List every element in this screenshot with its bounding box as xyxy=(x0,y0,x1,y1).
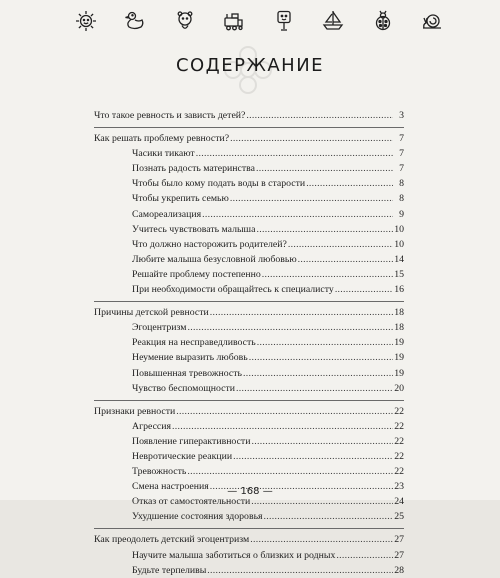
toc-page-number: 19 xyxy=(394,352,404,364)
dot-leader xyxy=(176,404,393,419)
toc-entry-label: Реакция на несправедливость xyxy=(132,337,256,349)
decorative-icon-row xyxy=(0,2,500,40)
toc-page-number: 22 xyxy=(394,420,404,432)
toc-page-number: 9 xyxy=(399,208,404,220)
toc-entry-label: При необходимости обращайтесь к специалисту xyxy=(132,284,334,296)
dot-leader xyxy=(187,320,393,335)
dot-leader xyxy=(210,305,393,320)
ladybug-icon xyxy=(371,9,395,33)
toc-entry xyxy=(94,222,404,237)
toc-entry-label: Смена настроения xyxy=(132,481,209,493)
toc-page-number: 25 xyxy=(394,511,404,523)
duck-icon xyxy=(123,9,147,33)
toc-entry xyxy=(94,320,404,335)
toc-entry-label: Что должно насторожить родителей? xyxy=(132,238,287,250)
dot-leader xyxy=(262,267,393,282)
toc-page-number: 19 xyxy=(394,337,404,349)
boat-icon xyxy=(321,9,345,33)
dot-leader xyxy=(196,146,393,161)
toc-entry xyxy=(94,563,404,578)
toc-section xyxy=(94,131,404,297)
dot-leader xyxy=(256,222,393,237)
toc-entry xyxy=(94,176,404,191)
toc-entry xyxy=(94,434,404,449)
toc-page-number: 8 xyxy=(399,193,404,205)
section-separator xyxy=(94,396,404,401)
dot-leader xyxy=(288,237,393,252)
page-number: — 168 — xyxy=(227,486,273,497)
toc-page-number: 7 xyxy=(399,163,404,175)
dot-leader xyxy=(335,282,393,297)
dot-leader xyxy=(207,563,393,578)
dot-leader xyxy=(172,419,393,434)
toc-entry xyxy=(94,350,404,365)
toc-section-heading xyxy=(94,108,404,123)
toc-section-heading xyxy=(94,404,404,419)
toc-entry-label: Эгоцентризм xyxy=(132,322,187,334)
toc-entry-label: Учитесь чувствовать малыша xyxy=(132,223,256,235)
toc-page-number: 8 xyxy=(399,178,404,190)
toc-entry xyxy=(94,449,404,464)
toc-entry-label: Невротические реакции xyxy=(132,450,233,462)
toc-entry xyxy=(94,267,404,282)
toc-page-number: 18 xyxy=(394,322,404,334)
toc-page-number: 22 xyxy=(394,450,404,462)
toc-entry-label: Чувство беспомощности xyxy=(132,382,236,394)
toc-entry xyxy=(94,146,404,161)
toc-section-heading xyxy=(94,532,404,547)
toc-entry-label: Что такое ревность и зависть детей? xyxy=(94,110,246,121)
snail-icon xyxy=(420,9,444,33)
toc-entry xyxy=(94,237,404,252)
dot-leader xyxy=(202,207,393,222)
page-title: СОДЕРЖАНИЕ xyxy=(175,55,325,76)
toc-entry-label: Решайте проблему постепенно xyxy=(132,268,261,280)
toc-page-number: 22 xyxy=(394,466,404,478)
toc-entry-label: Повышенная тревожность xyxy=(132,367,242,379)
bear-icon xyxy=(173,9,197,33)
toc-page-number: 19 xyxy=(394,367,404,379)
toc-page-number: 16 xyxy=(394,284,404,296)
toc-page-number: 28 xyxy=(394,564,404,576)
toc-entry-label: Агрессия xyxy=(132,420,172,432)
section-separator xyxy=(94,297,404,302)
dot-leader xyxy=(246,108,393,123)
toc-entry-label: Появление гиперактивности xyxy=(132,435,251,447)
toc-page-number: 20 xyxy=(394,382,404,394)
dot-leader xyxy=(187,464,393,479)
toc-entry-label: Причины детской ревности xyxy=(94,307,209,319)
toc-entry-label: Самореализация xyxy=(132,208,202,220)
toc-entry xyxy=(94,419,404,434)
toc-entry xyxy=(94,366,404,381)
toc-section xyxy=(94,305,404,396)
dot-leader xyxy=(257,335,393,350)
toc-page-number: 23 xyxy=(394,481,404,493)
toc-section xyxy=(94,404,404,525)
toc-entry xyxy=(94,464,404,479)
toc-page-number: 27 xyxy=(394,549,404,561)
toc-entry-label: Часики тикают xyxy=(132,148,195,160)
dot-leader xyxy=(250,532,393,547)
dot-leader xyxy=(230,191,393,206)
dot-leader xyxy=(251,434,393,449)
toc-entry-label: Познать радость материнства xyxy=(132,163,256,175)
toc-entry xyxy=(94,509,404,524)
toc-entry xyxy=(94,282,404,297)
toc-page-number: 18 xyxy=(394,307,404,319)
table-of-contents xyxy=(94,108,404,578)
toc-section-heading xyxy=(94,131,404,146)
dot-leader xyxy=(233,449,393,464)
toc-entry-label: Тревожность xyxy=(132,466,187,478)
dot-leader xyxy=(298,252,393,267)
dot-leader xyxy=(243,366,393,381)
toc-entry xyxy=(94,548,404,563)
toc-entry xyxy=(94,252,404,267)
dot-leader xyxy=(230,131,393,146)
toc-entry-label: Будьте терпеливы xyxy=(132,564,207,576)
dot-leader xyxy=(306,176,393,191)
toc-entry-label: Ухудшение состояния здоровья xyxy=(132,511,263,523)
section-separator xyxy=(94,123,404,128)
toc-entry xyxy=(94,207,404,222)
dot-leader xyxy=(249,350,393,365)
toc-entry-label: Признаки ревности xyxy=(94,405,176,417)
toc-page-number: 10 xyxy=(394,238,404,250)
toc-entry xyxy=(94,191,404,206)
dot-leader xyxy=(336,548,393,563)
dot-leader xyxy=(256,161,393,176)
toc-page-number: 22 xyxy=(394,405,404,417)
toc-entry-label: Научите малыша заботиться о близких и родных xyxy=(132,549,336,561)
toc-section xyxy=(94,108,404,123)
toc-entry-label: Неумение выразить любовь xyxy=(132,352,248,364)
toc-page-number: 14 xyxy=(394,253,404,265)
toc-entry xyxy=(94,335,404,350)
toc-entry-label: Чтобы было кому подать воды в старости xyxy=(132,178,306,190)
sun-icon xyxy=(74,9,98,33)
toc-section xyxy=(94,532,404,577)
toc-page-number: 22 xyxy=(394,435,404,447)
train-icon xyxy=(222,9,246,33)
toc-entry xyxy=(94,161,404,176)
dot-leader xyxy=(264,509,393,524)
toc-page-number: 7 xyxy=(399,133,404,145)
toc-page-number: 15 xyxy=(394,268,404,280)
toc-page-number: 24 xyxy=(394,496,404,508)
toc-page-number: 10 xyxy=(394,223,404,235)
toc-page-number: 3 xyxy=(399,110,404,121)
section-separator xyxy=(94,524,404,529)
rattle-icon xyxy=(272,9,296,33)
toc-page-number: 27 xyxy=(394,534,404,546)
toc-entry-label: Отказ от самостоятельности xyxy=(132,496,251,508)
dot-leader xyxy=(236,381,393,396)
toc-entry-label: Чтобы укрепить семью xyxy=(132,193,229,205)
toc-entry-label: Любите малыша безусловной любовью xyxy=(132,253,297,265)
toc-entry xyxy=(94,381,404,396)
toc-entry-label: Как решать проблему ревности? xyxy=(94,133,230,145)
toc-page-number: 7 xyxy=(399,148,404,160)
toc-entry-label: Как преодолеть детский эгоцентризм xyxy=(94,534,250,546)
toc-section-heading xyxy=(94,305,404,320)
